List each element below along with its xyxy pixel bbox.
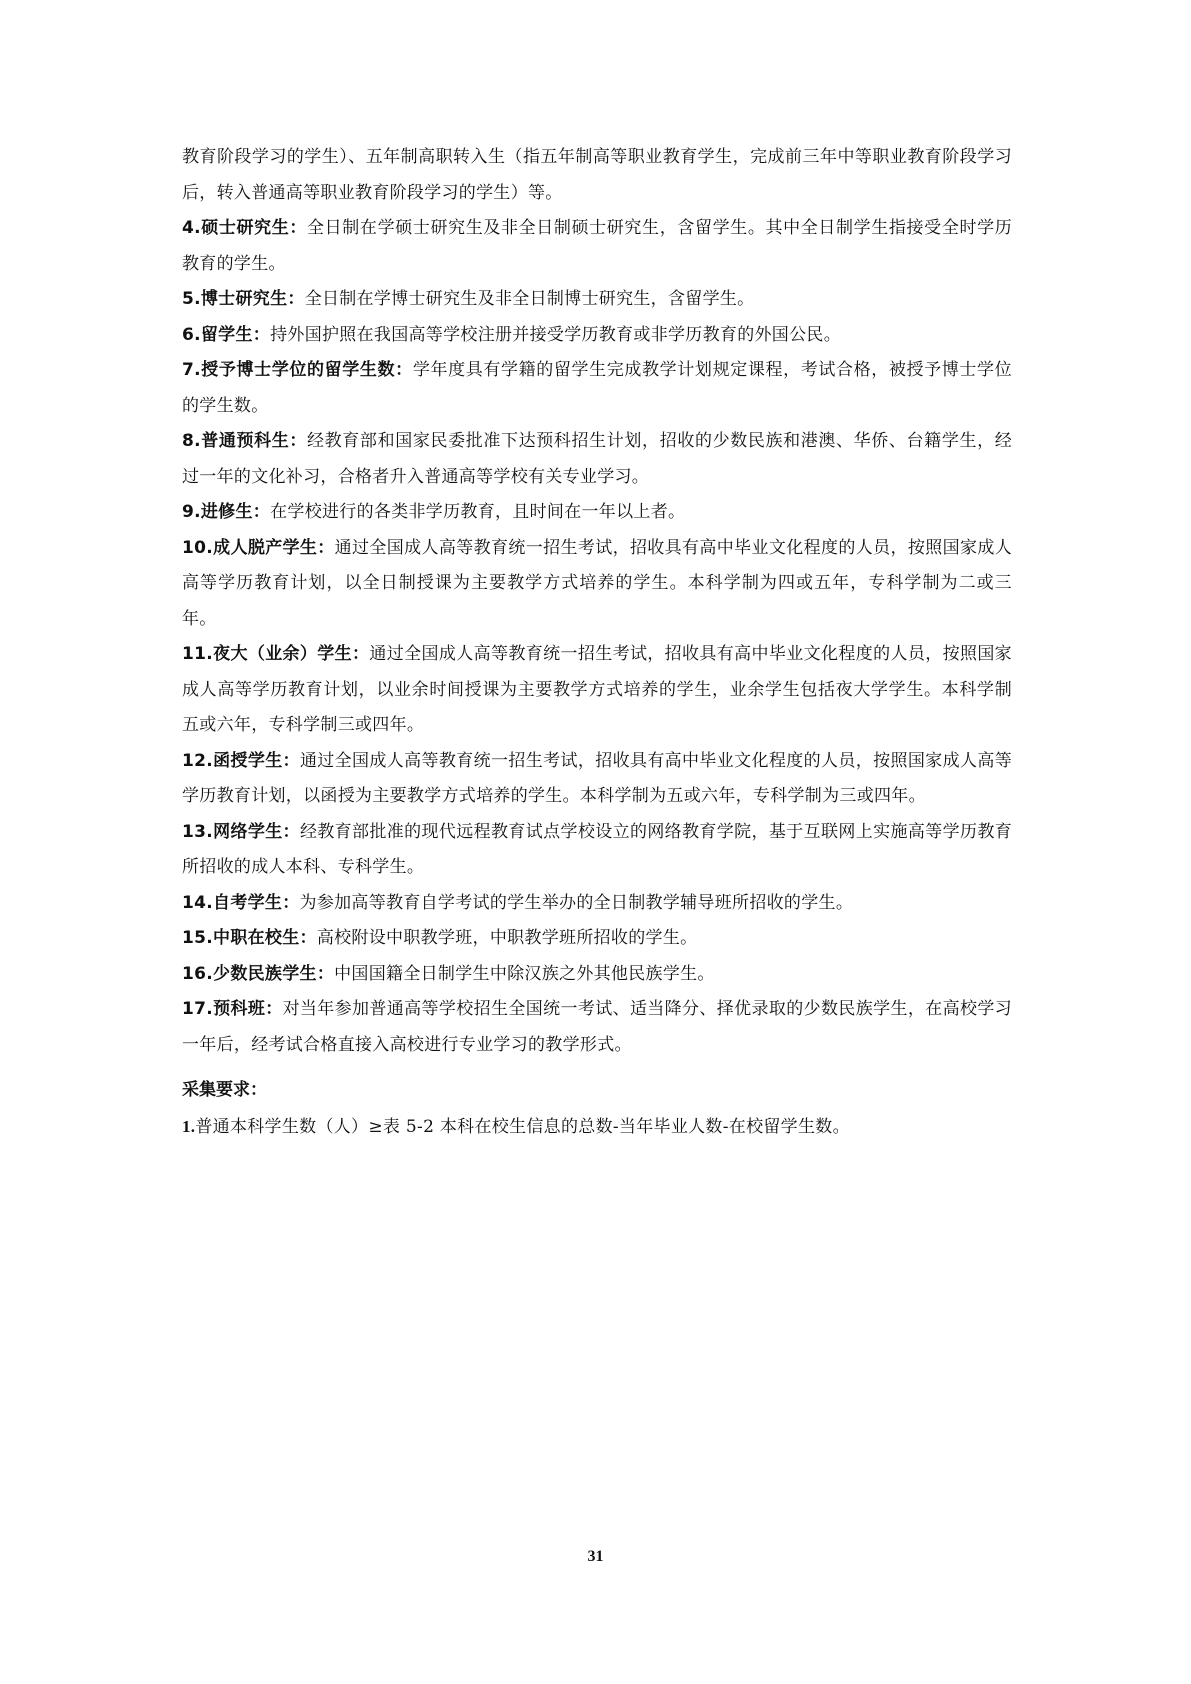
definition-text: 为参加高等教育自学考试的学生举办的全日制教学辅导班所招收的学生。	[299, 892, 854, 913]
definition-item	[182, 495, 1012, 531]
definition-text: 经教育部和国家民委批准下达预科招生计划，招收的少数民族和港澳、华侨、台籍学生，经过一年的文化补习，合格者升入普通高等学校有关专业学习。	[182, 431, 1013, 487]
definition-term: 15.中职在校生：	[182, 928, 317, 948]
definition-term: 7.授予博士学位的留学生数：	[182, 360, 413, 380]
requirements-heading: 采集要求：	[182, 1080, 267, 1100]
definition-text: 中国国籍全日制学生中除汉族之外其他民族学生。	[334, 963, 715, 984]
definition-text: 通过全国成人高等教育统一招生考试，招收具有高中毕业文化程度的人员，按照国家成人高等学历教育计划，以业余时间授课为主要教学方式培养的学生，业余学生包括夜大学学生。本科学制五或六年，专科学制三或四年。	[182, 644, 1012, 735]
requirement-text: 普通本科学生数（人）≥表 5-2 本科在校生信息的总数-当年毕业人数-在校留学生数。	[195, 1116, 850, 1137]
definition-text: 通过全国成人高等教育统一招生考试，招收具有高中毕业文化程度的人员，按照国家成人高等学历教育计划，以全日制授课为主要教学方式培养的学生。本科学制为四或五年，专科学制为二或三年。	[182, 537, 1012, 629]
definition-item	[182, 921, 1012, 957]
definition-text: 全日制在学博士研究生及非全日制博士研究生，含留学生。	[304, 289, 755, 309]
requirement-number: 1.	[182, 1116, 196, 1136]
definition-term: 9.进修生：	[182, 502, 271, 522]
definition-item	[182, 424, 1012, 495]
definition-term: 17.预科班：	[182, 999, 283, 1019]
definition-item	[182, 353, 1012, 424]
definition-item	[182, 531, 1012, 638]
definition-text: 对当年参加普通高等学校招生全国统一考试、适当降分、择优录取的少数民族学生，在高校学习一年后，经考试合格直接入高校进行专业学习的教学形式。	[182, 999, 1012, 1055]
requirements-list	[182, 1109, 1012, 1146]
definition-item	[182, 211, 1012, 282]
definition-term: 5.博士研究生：	[182, 289, 305, 309]
definitions-list	[182, 211, 1012, 1063]
definition-item	[182, 318, 1012, 354]
definition-text: 高校附设中职教学班，中职教学班所招收的学生。	[316, 928, 698, 948]
definition-term: 13.网络学生：	[182, 821, 300, 842]
page-number: 31	[587, 1548, 604, 1565]
definition-term: 16.少数民族学生：	[182, 963, 335, 984]
document-body	[182, 140, 1012, 1145]
definition-term: 8.普通预科生：	[182, 431, 308, 451]
continuation-paragraph: 教育阶段学习的学生）、五年制高职转入生（指五年制高等职业教育学生，完成前三年中等职业教育阶段学习后，转入普通高等职业教育阶段学习的学生）等。	[182, 147, 1012, 203]
definition-item	[182, 992, 1012, 1063]
definition-item	[182, 637, 1012, 744]
definition-term: 14.自考学生：	[182, 892, 300, 913]
definition-text: 全日制在学硕士研究生及非全日制硕士研究生，含留学生。其中全日制学生指接受全时学历教育的学生。	[182, 218, 1013, 274]
definition-term: 11.夜大（业余）学生：	[182, 644, 370, 664]
definition-text: 通过全国成人高等教育统一招生考试，招收具有高中毕业文化程度的人员，按照国家成人高等学历教育计划，以函授为主要教学方式培养的学生。本科学制为五或六年，专科学制为三或四年。	[182, 750, 1012, 806]
definition-term: 10.成人脱产学生：	[182, 537, 335, 558]
definition-text: 学年度具有学籍的留学生完成教学计划规定课程，考试合格，被授予博士学位的学生数。	[182, 360, 1012, 416]
definition-text: 经教育部批准的现代远程教育试点学校设立的网络教育学院，基于互联网上实施高等学历教育所招收的成人本科、专科学生。	[182, 821, 1012, 877]
definition-term: 4.硕士研究生：	[182, 218, 308, 238]
definition-term: 12.函授学生：	[182, 750, 300, 771]
definition-item	[182, 282, 1012, 318]
definition-term: 6.留学生：	[182, 324, 271, 345]
definition-item	[182, 957, 1012, 993]
definition-item	[182, 815, 1012, 886]
requirement-item	[182, 1109, 1012, 1146]
definition-text: 在学校进行的各类非学历教育，且时间在一年以上者。	[270, 502, 686, 522]
definition-item	[182, 886, 1012, 922]
definition-text: 持外国护照在我国高等学校注册并接受学历教育或非学历教育的外国公民。	[270, 324, 841, 345]
definition-item	[182, 744, 1012, 815]
